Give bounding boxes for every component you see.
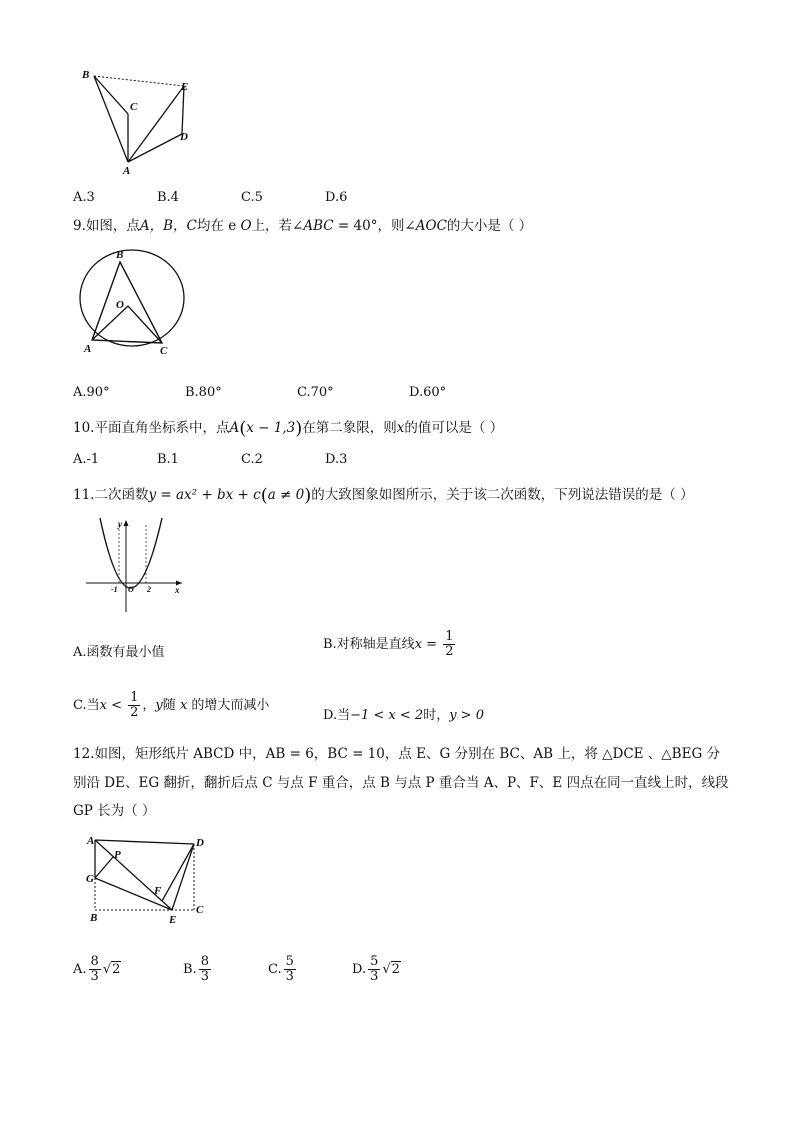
q12-opta-sqrt: √2 xyxy=(102,962,121,977)
q11-stem: 11.二次函数y = ax² + bx + c(a ≠ 0)的大致图象如图所示，关于该二次函数，下列说法错误的是（ ） xyxy=(73,485,694,506)
q8-option-d[interactable]: D.6 xyxy=(325,190,348,205)
q11-y-arrow xyxy=(124,520,129,526)
q9-option-a[interactable]: A.90° xyxy=(73,385,110,400)
q8-line-be xyxy=(94,76,184,86)
q11-parabola-curve xyxy=(100,518,162,588)
q11-option-a[interactable]: A.函数有最小值 xyxy=(73,645,165,660)
q9-option-d[interactable]: D.60° xyxy=(409,385,447,400)
q12-stem-line3: GP 长为（ ） xyxy=(73,803,156,819)
q8-line-da xyxy=(128,134,182,162)
q9-label-a: A xyxy=(84,343,92,355)
q10-option-b[interactable]: B.1 xyxy=(157,452,179,467)
q12-rectangle-figure xyxy=(84,830,214,930)
q8-option-c[interactable]: C.5 xyxy=(241,190,263,205)
q8-label-d: D xyxy=(180,131,188,143)
q11-option-b[interactable]: B.对称轴是直线x = $\frac{1}{2}$ xyxy=(323,629,454,659)
q8-label-a: A xyxy=(123,165,131,177)
q12-label-p: P xyxy=(114,849,121,861)
q10-option-a[interactable]: A.-1 xyxy=(73,452,100,467)
q11-label-2: 2 xyxy=(147,585,151,594)
q11-optb-fraction: $\frac{1}{2}$ xyxy=(445,629,454,659)
q8-option-b[interactable]: B.4 xyxy=(157,190,179,205)
q11-label-y: y xyxy=(118,519,122,529)
q12-option-b[interactable]: B. $\frac{8}{3}$ xyxy=(183,954,209,984)
q8-line-ba xyxy=(94,76,128,162)
q9-label-o: O xyxy=(116,299,124,311)
q12-line-ad xyxy=(95,840,194,844)
q12-line-gp xyxy=(95,857,113,878)
q12-label-e: E xyxy=(169,914,177,926)
q12-label-a: A xyxy=(87,835,95,847)
q8-label-c: C xyxy=(130,101,138,113)
q9-option-b[interactable]: B.80° xyxy=(185,385,222,400)
q8-option-a[interactable]: A.3 xyxy=(73,190,95,205)
q11-label-neg1: -1 xyxy=(111,585,118,594)
q9-stem: 9.如图，点A，B，C均在 e O上，若∠ABC = 40°，则∠AOC的大小是（ ） xyxy=(73,218,533,234)
q11-optc-fraction: $\frac{1}{2}$ xyxy=(130,690,139,720)
q12-optd-sqrt: √2 xyxy=(382,962,400,977)
q12-option-a[interactable]: A. $\frac{8}{3}$ √2 xyxy=(73,954,121,984)
q11-option-d[interactable]: D.当−1 < x < 2时，y > 0 xyxy=(323,708,484,723)
q8-line-bc xyxy=(94,76,128,114)
q12-option-c[interactable]: C. $\frac{5}{3}$ xyxy=(268,954,294,984)
q12-label-d: D xyxy=(196,837,204,849)
q9-label-c: C xyxy=(160,345,168,356)
q11-parabola-figure xyxy=(86,516,186,614)
q8-line-ed xyxy=(182,86,184,134)
q11-label-x: x xyxy=(175,585,180,595)
q9-option-c[interactable]: C.70° xyxy=(297,385,334,400)
q12-line-ae xyxy=(95,840,172,910)
q12-option-d[interactable]: D. $\frac{5}{3}$ √2 xyxy=(352,954,400,984)
q8-label-e: E xyxy=(181,81,189,93)
q10-option-d[interactable]: D.3 xyxy=(325,452,348,467)
q12-label-f: F xyxy=(154,885,162,897)
q8-label-b: B xyxy=(82,69,90,81)
q9-figure xyxy=(78,244,190,356)
q12-label-c: C xyxy=(196,904,204,916)
q12-stem-line2: 别沿 DE、EG 翻折，翻折后点 C 与点 F 重合，点 B 与点 P 重合当 A、P、F、E 四点在同一直线上时，线段 xyxy=(73,775,729,791)
q11-label-o: O xyxy=(128,585,134,594)
q10-stem: 10.平面直角坐标系中，点A(x − 1,3)在第二象限，则x的值可以是（ ） xyxy=(73,418,504,439)
q8-figure xyxy=(78,66,198,178)
q11-option-c[interactable]: C.当x < $\frac{1}{2}$ ，y随 x 的增大而减小 xyxy=(73,690,270,720)
q12-label-g: G xyxy=(86,873,94,885)
q10-option-c[interactable]: C.2 xyxy=(241,452,263,467)
q12-label-b: B xyxy=(90,912,98,924)
q9-label-b: B xyxy=(116,249,124,261)
q8-line-ea xyxy=(128,86,184,162)
q12-stem-line1: 12.如图，矩形纸片 ABCD 中，AB = 6，BC = 10，点 E、G 分别在 BC、AB 上，将 △DCE 、△BEG 分 xyxy=(73,746,721,762)
